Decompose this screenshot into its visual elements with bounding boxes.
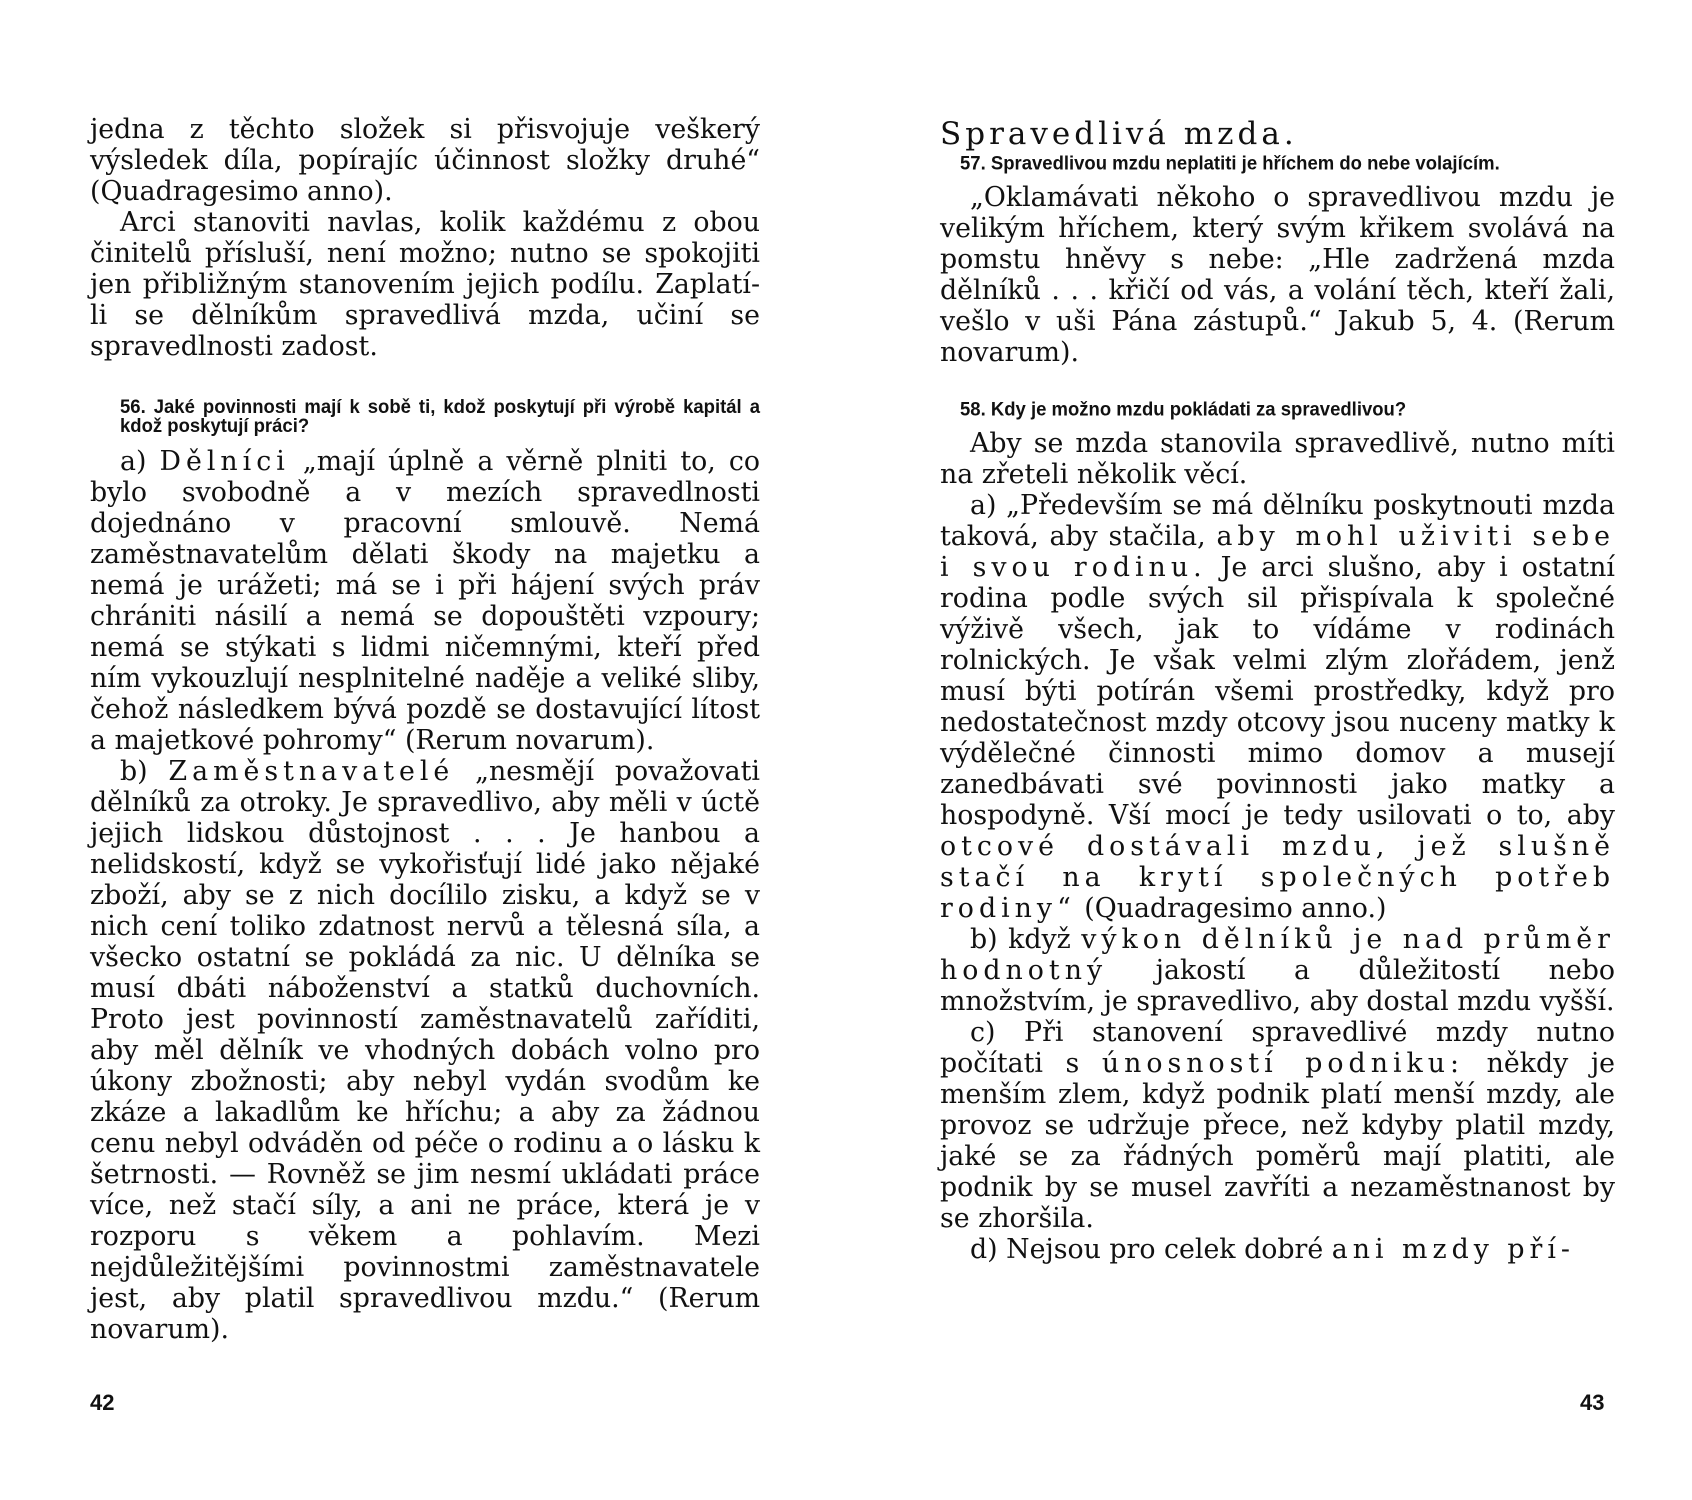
para-b-start: b) když	[970, 924, 1071, 955]
chapter-title: Spravedlivá mzda.	[940, 116, 1298, 152]
paragraph-shares: Arci stanoviti navlas, kolik každému z obou činitelů přísluší, není možno; nutno se spokojiti jen přibližným stanovením jejich podílu. Zaplatí-li se dělníkům spravedlivá mzda, učiní se spravedlnosti zadost.	[90, 207, 760, 362]
paragraph-58-c	[940, 1017, 1615, 1234]
question-57-heading: 57. Spravedlivou mzdu neplatiti je hříchem do nebe volajícím.	[960, 151, 1500, 174]
paragraph-58-a	[940, 490, 1615, 924]
right-page-text	[940, 114, 1615, 1265]
paragraph-58-intro: Aby se mzda stanovila spravedlivě, nutno míti na zřeteli několik věcí.	[940, 428, 1615, 490]
employers-term: Zaměstnavatelé	[168, 756, 455, 787]
para-b-label: b)	[120, 756, 148, 787]
continuation-paragraph: jedna z těchto složek si přisvojuje veškerý výsledek díla, popírajíc účinnost složky druhé“ (Quadragesimo anno).	[90, 114, 760, 207]
para-d-spaced: ani mzdy pří-	[1331, 1234, 1575, 1265]
paragraph-58-b	[940, 924, 1615, 1017]
para-c-start: c) Při stanovení spravedlivé mzdy nutno počítati s	[940, 1017, 1615, 1079]
paragraph-58-d	[940, 1234, 1615, 1265]
paragraph-b-employers	[90, 756, 760, 1345]
para-b-end: jakostí a důležitostí nebo množstvím, je spravedlivo, aby dostal mzdu vyšší.	[940, 955, 1615, 1017]
paragraph-a-workers	[90, 446, 760, 756]
question-56-heading: 56. Jaké povinnosti mají k sobě ti, kdož poskytují při výrobě kapitál a kdož poskytují práci?	[120, 395, 760, 436]
para-a-mid: Je arci slušno, aby i ostatní rodina podle svých sil přispívala k společné výživě všech, jak to vídáme v rodinách rolnických. Je však velmi zlým zlořádem, jenž musí býti potírán všemi prostředky, když pro nedostatečnost mzdy otcovy jsou nuceny matky k výdělečné činnosti mimo domov a musejí zanedbávati své povinnosti jako matky a hospodyně. Vší mocí je tedy usilovati o to, aby	[940, 552, 1615, 831]
para-a-label: a)	[120, 446, 147, 477]
left-page-text	[90, 114, 760, 1345]
para-b-text: „nesmějí považovati dělníků za otroky. Je spravedlivo, aby měli v úctě jejich lidskou důstojnost . . . Je hanbou a nelidskostí, když se vykořisťují lidé jako nějaké zboží, aby se z nich docílilo zisku, a když se v nich cení toliko zdatnost nervů a tělesná síla, a všecko ostatní se pokládá za nic. U dělníka se musí dbáti náboženství a statků duchovních. Proto jest povinností zaměstnavatelů zaříditi, aby měl dělník ve vhodných dobách volno pro úkony zbožnosti; aby nebyl vydán svodům ke zkáze a lakadlům ke hříchu; a aby za žádnou cenu nebyl odváděn od péče o rodinu a o lásku k šetrnosti. — Rovněž se jim nesmí ukládati práce více, než stačí síly, a ani ne práce, která je v rozporu s věkem a pohlavím. Mezi nejdůležitějšími povinnostmi zaměstnavatele jest, aby platil spravedlivou mzdu.“ (Rerum novarum).	[90, 756, 760, 1345]
para-a-spaced: aby mohl uživiti sebe i svou rodinu.	[940, 521, 1615, 583]
workers-term: Dělníci	[159, 446, 290, 477]
para-a-end: (Quadragesimo anno.)	[1084, 893, 1387, 924]
left-page	[90, 0, 760, 1500]
para-c-end: někdy je menším zlem, když podnik platí menší mzdy, ale provoz se udržuje přece, než kdyby platil mzdy, jaké se za řádných poměrů mají platiti, ale podnik by se musel zavříti a nezaměstnanost by se zhoršila.	[940, 1048, 1615, 1234]
para-a-start: a) „Především se má dělníku poskytnouti mzda taková, aby stačila,	[940, 490, 1615, 552]
page-number-right: 43	[1580, 1390, 1605, 1415]
right-page	[940, 0, 1615, 1500]
para-d-start: d) Nejsou pro celek dobré	[970, 1234, 1324, 1265]
page-number-left: 42	[90, 1390, 115, 1415]
question-58-heading: 58. Kdy je možno mzdu pokládati za spravedlivou?	[960, 397, 1407, 420]
para-a-text: „mají úplně a věrně plniti to, co bylo svobodně a v mezích spravedlnosti dojednáno v pracovní smlouvě. Nemá zaměstnavatelům dělati škody na majetku a nemá je urážeti; má se i při hájení svých práv chrániti násilí a nemá se dopouštěti vzpoury; nemá se stýkati s lidmi ničemnými, kteří před ním vykouzlují nesplnitelné naděje a veliké sliby, čehož následkem bývá pozdě se dostavující lítost a majetkové pohromy“ (Rerum novarum).	[90, 446, 760, 756]
para-c-spaced: únosností podniku:	[1101, 1048, 1465, 1079]
paragraph-57: „Oklamávati někoho o spravedlivou mzdu je velikým hříchem, který svým křikem svolává na pomstu hněvy s nebe: „Hle zadržená mzda dělníků . . . křičí od vás, a volání těch, kteří žali, vešlo v uši Pána zástupů.“ Jakub 5, 4. (Rerum novarum).	[940, 182, 1615, 368]
para-a-spaced-2: otcové dostávali mzdu, jež slušně stačí na krytí společných potřeb rodiny“	[940, 831, 1615, 924]
para-b-spaced: výkon dělníků je nad průměr hodnotný	[940, 924, 1615, 986]
